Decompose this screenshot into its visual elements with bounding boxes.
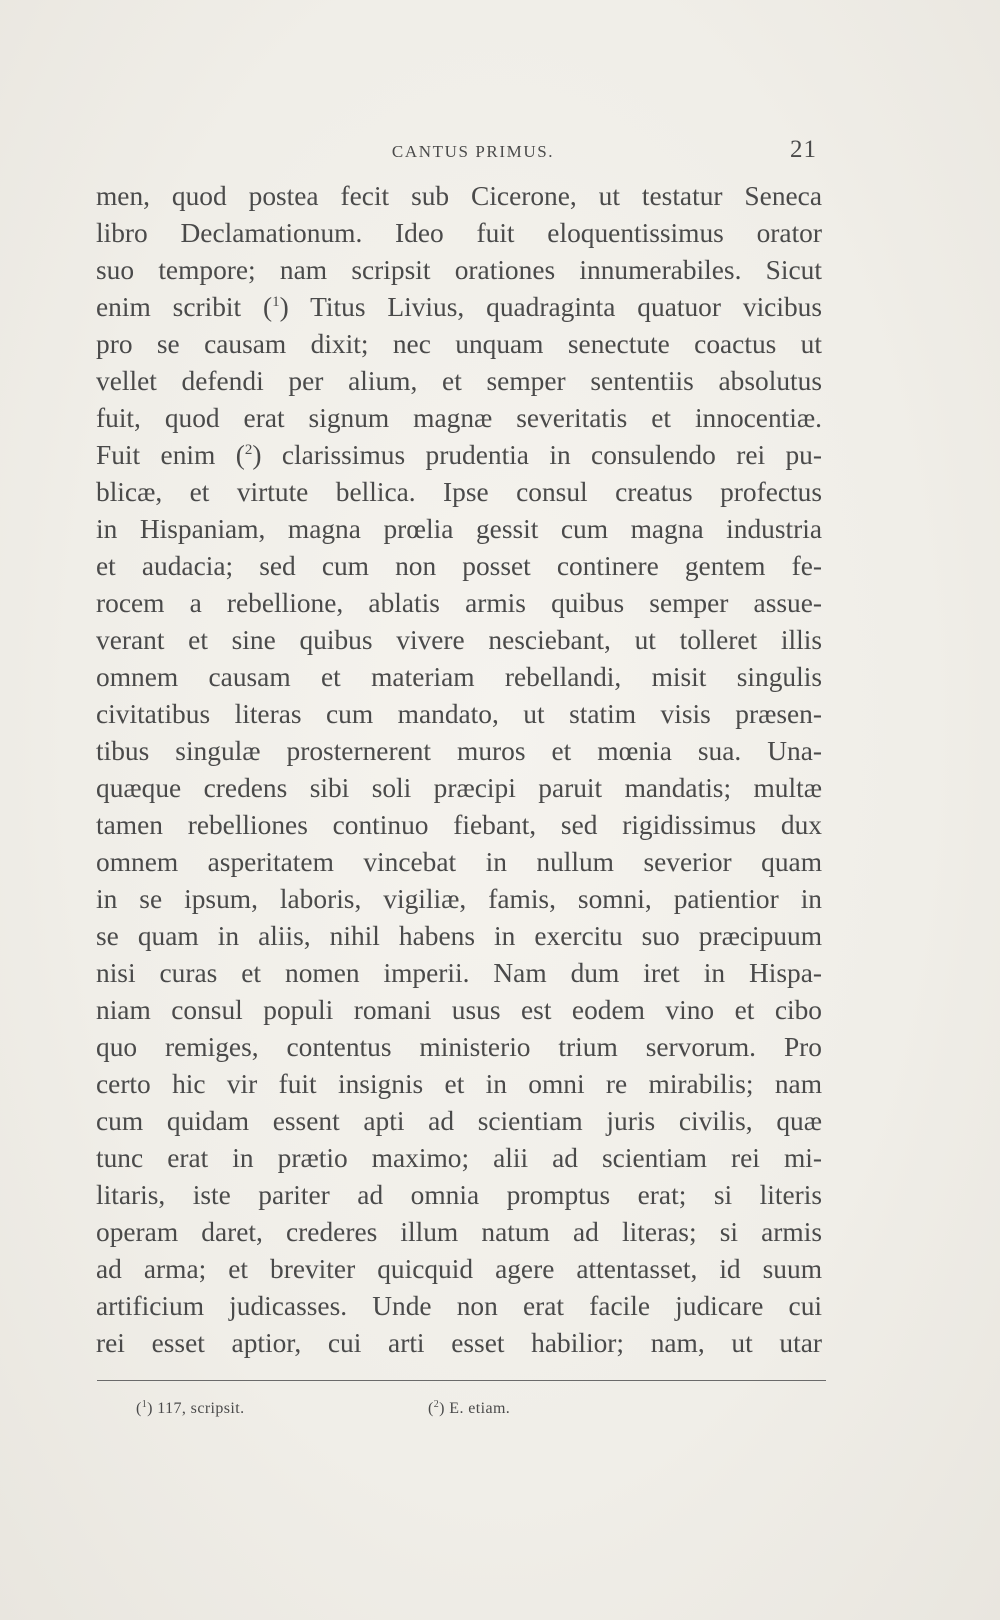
text-line: blicæ, et virtute bellica. Ipse consul creatus profectus <box>96 477 822 507</box>
footnote-reference: 2 <box>244 442 253 458</box>
footnote-paren: ) <box>147 1400 158 1417</box>
footnote-reference: 1 <box>272 294 280 310</box>
text-line: vellet defendi per alium, et semper sententiis absolutus <box>96 366 822 396</box>
text-line: civitatibus literas cum mandato, ut statim visis præsen- <box>96 699 822 729</box>
text-line: cum quidam essent apti ad scientiam juris civilis, quæ <box>96 1106 822 1136</box>
text-line: niam consul populi romani usus est eodem vino et cibo <box>96 995 822 1025</box>
text-line: certo hic vir fuit insignis et in omni re mirabilis; nam <box>96 1069 822 1099</box>
text-line: et audacia; sed cum non posset continere gentem fe- <box>96 551 822 581</box>
text-line: rei esset aptior, cui arti esset habilior; nam, ut utar <box>96 1328 822 1358</box>
text-segment: Fuit enim ( <box>96 440 245 470</box>
footnote-mark: 1 <box>141 1399 148 1410</box>
body-text <box>96 178 822 1362</box>
footnote-1 <box>136 1400 245 1418</box>
text-line: tunc erat in prætio maximo; alii ad scientiam rei mi- <box>96 1143 822 1173</box>
text-segment: ) clarissimus prudentia in consulendo rei pu- <box>252 440 822 470</box>
text-line <box>96 289 822 326</box>
page-number: 21 <box>790 136 817 163</box>
footnote-paren: ) <box>439 1400 450 1417</box>
text-line: in se ipsum, laboris, vigiliæ, famis, somni, patientior in <box>96 884 822 914</box>
footnote-text: 117, scripsit. <box>157 1400 245 1417</box>
text-line: libro Declamationum. Ideo fuit eloquentissimus orator <box>96 218 822 248</box>
footnote-rule <box>97 1380 826 1381</box>
text-line: artificium judicasses. Unde non erat facile judicare cui <box>96 1291 822 1321</box>
running-head <box>97 136 819 170</box>
footnote-paren: ( <box>428 1400 434 1417</box>
text-line: operam daret, crederes illum natum ad literas; si armis <box>96 1217 822 1247</box>
footnote-text: E. etiam. <box>449 1400 511 1417</box>
text-segment: ) Titus Livius, quadraginta quatuor vicibus <box>279 292 822 322</box>
text-line: omnem causam et materiam rebellandi, misit singulis <box>96 662 822 692</box>
footnote-paren: ( <box>136 1400 142 1417</box>
text-line <box>96 437 822 474</box>
text-line: verant et sine quibus vivere nesciebant, ut tolleret illis <box>96 625 822 655</box>
text-line: ad arma; et breviter quicquid agere attentasset, id suum <box>96 1254 822 1284</box>
text-line: nisi curas et nomen imperii. Nam dum iret in Hispa- <box>96 958 822 988</box>
text-line: tamen rebelliones continuo fiebant, sed rigidissimus dux <box>96 810 822 840</box>
text-line: pro se causam dixit; nec unquam senectute coactus ut <box>96 329 822 359</box>
running-title: CANTUS PRIMUS. <box>391 142 555 161</box>
footnote-2 <box>428 1400 510 1418</box>
text-line: suo tempore; nam scripsit orationes innumerabiles. Sicut <box>96 255 822 285</box>
text-line: men, quod postea fecit sub Cicerone, ut testatur Seneca <box>96 181 822 211</box>
footnote-mark: 2 <box>433 1399 440 1410</box>
text-line: fuit, quod erat signum magnæ severitatis et innocentiæ. <box>96 403 822 433</box>
text-line: tibus singulæ prosternerent muros et mœnia sua. Una- <box>96 736 822 766</box>
text-line: litaris, iste pariter ad omnia promptus erat; si literis <box>96 1180 822 1210</box>
text-line: omnem asperitatem vincebat in nullum severior quam <box>96 847 822 877</box>
text-segment: enim scribit ( <box>96 292 273 322</box>
text-line: rocem a rebellione, ablatis armis quibus semper assue- <box>96 588 822 618</box>
text-line: quæque credens sibi soli præcipi paruit mandatis; multæ <box>96 773 822 803</box>
text-line: quo remiges, contentus ministerio trium servorum. Pro <box>96 1032 822 1062</box>
text-line: in Hispaniam, magna prœlia gessit cum magna industria <box>96 514 822 544</box>
text-line: se quam in aliis, nihil habens in exercitu suo præcipuum <box>96 921 822 951</box>
